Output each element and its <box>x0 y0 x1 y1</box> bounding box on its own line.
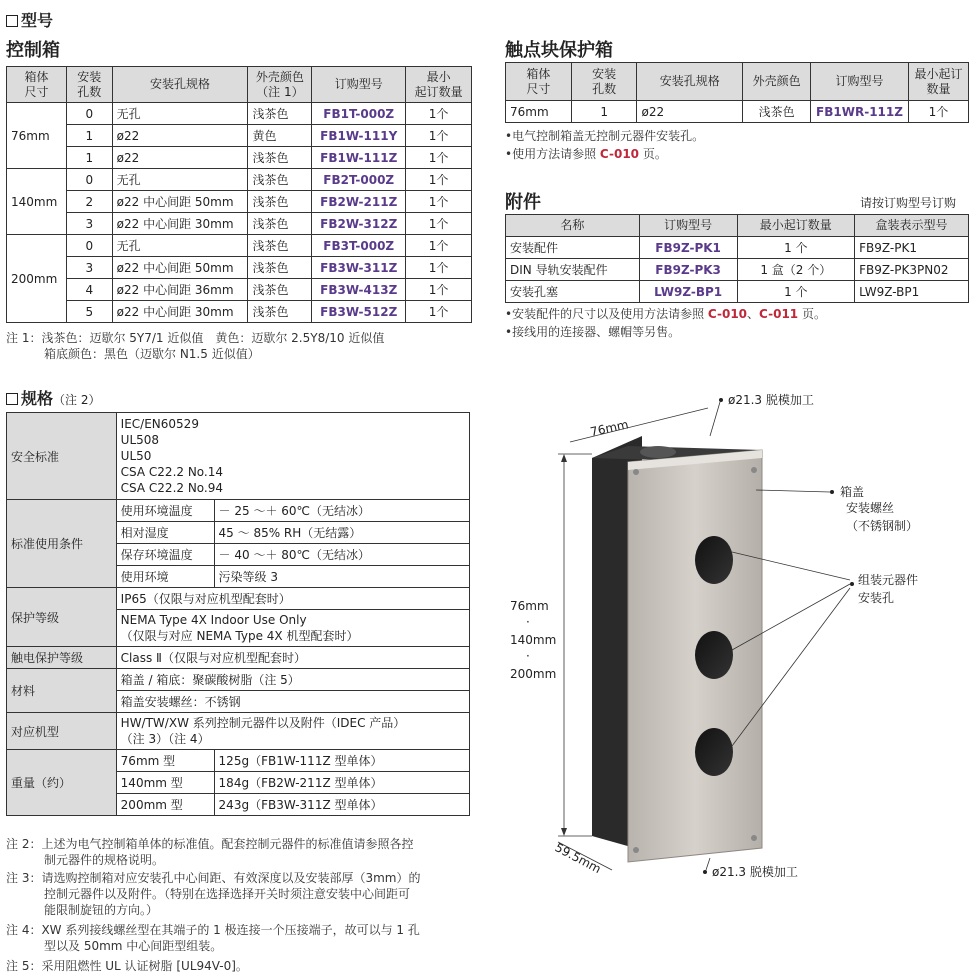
spec-shock-value: Class Ⅱ（仅限与对应机型配套时） <box>116 647 469 669</box>
cell-holes: 3 <box>66 213 112 235</box>
header-line: 外壳颜色 <box>255 69 304 84</box>
header-line: 数量 <box>926 81 951 96</box>
cell-code: FB3T-000Z <box>312 235 406 257</box>
header-line: （注 1） <box>256 84 304 99</box>
cell-holes: 3 <box>66 257 112 279</box>
top-hole-label: ø21.3 脱模加工 <box>728 393 814 407</box>
contact-block-row <box>506 101 969 123</box>
spec-label-weight: 重量（约） <box>7 750 117 816</box>
table-row <box>7 301 472 323</box>
spec-env-key: 使用环境 <box>116 566 214 588</box>
cell-holes: 1 <box>66 125 112 147</box>
cell-code: LW9Z-BP1 <box>639 281 737 303</box>
cell-color: 浅茶色 <box>743 101 811 123</box>
cell-holes: 0 <box>66 235 112 257</box>
column-header <box>637 63 743 101</box>
cell-qty: 1个 <box>908 101 968 123</box>
header-line: 箱体 <box>24 69 49 84</box>
cell-qty: 1个 <box>406 147 472 169</box>
spec-env-key: 保存环境温度 <box>116 544 214 566</box>
height-dot: · <box>526 649 530 663</box>
table-row <box>7 103 472 125</box>
cell-spec: ø22 <box>637 101 743 123</box>
cell-color: 浅茶色 <box>248 257 312 279</box>
cell-color: 浅茶色 <box>248 279 312 301</box>
cell-spec: 无孔 <box>112 235 248 257</box>
cell-code: FB2W-211Z <box>312 191 406 213</box>
header-line: 安装孔规格 <box>659 74 720 88</box>
screw-icon <box>751 467 757 473</box>
hole-label-1: 组装元器件 <box>858 573 919 587</box>
cell-qty: 1个 <box>406 301 472 323</box>
cell-qty: 1个 <box>406 169 472 191</box>
depth-label: 59.5mm <box>552 840 604 877</box>
contact-bullet-1: •电气控制箱盖无控制元器件安装孔。 <box>505 129 705 143</box>
table-row <box>7 169 472 191</box>
spec-material-1: 箱盖 / 箱底：聚碳酸树脂（注 5） <box>116 669 469 691</box>
cell-qty: 1 盒（2 个） <box>737 259 855 281</box>
cell-code: FB9Z-PK1 <box>639 237 737 259</box>
cell-spec: 无孔 <box>112 103 248 125</box>
cell-name: 安装配件 <box>506 237 640 259</box>
column-header <box>811 63 909 101</box>
spec-label-compat: 对应机型 <box>7 713 117 750</box>
square-bullet-icon <box>6 15 18 27</box>
height-label-200: 200mm <box>510 667 557 681</box>
cell-color: 浅茶色 <box>248 213 312 235</box>
spec-weight-value: 243g（FB3W-311Z 型单体） <box>214 794 469 816</box>
header-line: 尺寸 <box>24 84 49 99</box>
cell-spec: ø22 <box>112 147 248 169</box>
cell-color: 浅茶色 <box>248 235 312 257</box>
header-line: 外壳颜色 <box>752 74 801 88</box>
column-header <box>743 63 811 101</box>
cell-spec: ø22 中心间距 50mm <box>112 191 248 213</box>
note-4: 注 4：XW 系列接线螺丝型在其端子的 1 极连接一个压接端子，故可以与 1 孔 型以及 50mm 中心间距型组装。 <box>6 923 420 953</box>
cell-qty: 1个 <box>406 279 472 301</box>
height-dot: · <box>526 615 530 629</box>
spec-weight-key: 200mm 型 <box>116 794 214 816</box>
table-row <box>506 259 969 281</box>
enclosure-figure <box>500 380 977 900</box>
note-1-line-2: 箱底颜色：黑色（迈歇尔 N1.5 近似值） <box>44 347 260 361</box>
spec-label-safety: 安全标准 <box>7 413 117 500</box>
spec-env-value: 45 ～ 85% RH（无结露） <box>214 522 469 544</box>
cell-color: 浅茶色 <box>248 169 312 191</box>
spec-material-2: 箱盖安装螺丝：不锈钢 <box>116 691 469 713</box>
column-header: 名称 <box>506 215 640 237</box>
header-line: 安装 <box>592 66 617 81</box>
arrow-icon <box>561 828 567 836</box>
bullet-dot-icon <box>850 582 854 586</box>
hole-label-2: 安装孔 <box>858 591 895 605</box>
column-header: 盒装表示型号 <box>855 215 969 237</box>
cell-holes: 2 <box>66 191 112 213</box>
bullet-dot-icon <box>703 870 707 874</box>
column-header: 最小起订数量 <box>737 215 855 237</box>
page-ref-link[interactable]: C-011 <box>759 307 799 321</box>
column-header <box>506 63 572 101</box>
table-row <box>506 237 969 259</box>
cell-code: FB1WR-111Z <box>811 101 909 123</box>
spec-weight-key: 76mm 型 <box>116 750 214 772</box>
column-header <box>312 67 406 103</box>
enclosure-lid <box>628 450 762 862</box>
table-row <box>506 281 969 303</box>
bottom-hole-label: ø21.3 脱模加工 <box>712 865 798 879</box>
control-box-table <box>6 66 472 323</box>
header-line: 尺寸 <box>526 81 551 96</box>
bullet-dot-icon <box>830 490 834 494</box>
cell-size: 140mm <box>7 169 67 235</box>
spec-protection-ip: IP65（仅限与对应机型配套时） <box>116 588 469 610</box>
lid-screw-material: （不锈钢制） <box>846 519 919 533</box>
cell-name: DIN 导轨安装配件 <box>506 259 640 281</box>
specs-table <box>6 412 470 816</box>
page-ref-link[interactable]: C-010 <box>599 147 640 161</box>
spec-env-value: － 25 ～＋ 60℃（无结冰） <box>214 500 469 522</box>
spec-weight-value: 184g（FB2W-211Z 型单体） <box>214 772 469 794</box>
cell-pack: LW9Z-BP1 <box>855 281 969 303</box>
cell-pack: FB9Z-PK1 <box>855 237 969 259</box>
mounting-hole <box>695 536 733 584</box>
column-header <box>7 67 67 103</box>
cell-code: FB2T-000Z <box>312 169 406 191</box>
order-note: 请按订购型号订购 <box>860 196 957 210</box>
cell-spec: ø22 中心间距 30mm <box>112 213 248 235</box>
screw-icon <box>633 847 639 853</box>
table-row <box>7 213 472 235</box>
cell-code: FB1W-111Z <box>312 147 406 169</box>
mounting-hole <box>695 631 733 679</box>
cell-spec: 无孔 <box>112 169 248 191</box>
cell-qty: 1 个 <box>737 237 855 259</box>
spec-weight-value: 125g（FB1W-111Z 型单体） <box>214 750 469 772</box>
column-header <box>248 67 312 103</box>
cell-code: FB3W-413Z <box>312 279 406 301</box>
cell-size: 76mm <box>506 101 572 123</box>
header-line: 孔数 <box>77 84 102 99</box>
cell-code: FB1T-000Z <box>312 103 406 125</box>
contact-block-title: 触点块保护箱 <box>505 40 613 61</box>
column-header <box>112 67 248 103</box>
header-line: 订购型号 <box>334 77 383 91</box>
cell-size: 76mm <box>7 103 67 169</box>
table-row <box>7 257 472 279</box>
cell-qty: 1个 <box>406 125 472 147</box>
cell-holes: 0 <box>66 169 112 191</box>
cell-color: 黄色 <box>248 125 312 147</box>
cell-qty: 1个 <box>406 257 472 279</box>
cell-code: FB3W-512Z <box>312 301 406 323</box>
cell-qty: 1个 <box>406 213 472 235</box>
contact-block-table <box>505 62 969 123</box>
cell-code: FB1W-111Y <box>312 125 406 147</box>
spec-label-protection: 保护等级 <box>7 588 117 647</box>
top-knockout <box>640 446 676 458</box>
cell-color: 浅茶色 <box>248 301 312 323</box>
mounting-hole <box>695 728 733 776</box>
note-5: 注 5：采用阻燃性 UL 认证树脂 [UL94V-0]。 <box>6 959 248 973</box>
cell-holes: 0 <box>66 103 112 125</box>
cell-code: FB3W-311Z <box>312 257 406 279</box>
cell-code: FB2W-312Z <box>312 213 406 235</box>
height-label-140: 140mm <box>510 633 557 647</box>
spec-label-shock: 触电保护等级 <box>7 647 117 669</box>
accessories-bullet-1: •安装配件的尺寸以及使用方法请参照 C-010、C-011 页。 <box>505 307 826 321</box>
cell-qty: 1个 <box>406 191 472 213</box>
cell-spec: ø22 中心间距 50mm <box>112 257 248 279</box>
accessories-table <box>505 214 969 303</box>
cell-pack: FB9Z-PK3PN02 <box>855 259 969 281</box>
spec-weight-key: 140mm 型 <box>116 772 214 794</box>
column-header <box>571 63 637 101</box>
cell-qty: 1 个 <box>737 281 855 303</box>
accessories-title: 附件 <box>505 192 541 213</box>
spec-compat-value: HW/TW/XW 系列控制元器件以及附件（IDEC 产品） （注 3）（注 4） <box>116 713 469 750</box>
width-label: 76mm <box>588 417 630 440</box>
cell-color: 浅茶色 <box>248 147 312 169</box>
models-heading: 型号 <box>6 8 53 31</box>
cell-qty: 1个 <box>406 235 472 257</box>
square-bullet-icon <box>6 393 18 405</box>
spec-label-material: 材料 <box>7 669 117 713</box>
cell-size: 200mm <box>7 235 67 323</box>
screw-icon <box>633 469 639 475</box>
note-1-line-1: 注 1：浅茶色：迈歇尔 5Y7/1 近似值 黄色：迈歇尔 2.5Y8/10 近似值 <box>6 331 385 345</box>
note-3: 注 3：请选购控制箱对应安装孔中心间距、有效深度以及安装部厚（3mm）的 控制元器件以及附件。（特别在选择选择开关时须注意安装中心间距可 能限制旋钮的方向。） <box>6 871 421 917</box>
header-line: 安装孔规格 <box>150 77 211 91</box>
cell-name: 安装孔塞 <box>506 281 640 303</box>
column-header <box>406 67 472 103</box>
cell-spec: ø22 中心间距 30mm <box>112 301 248 323</box>
spec-env-value: 污染等级 3 <box>214 566 469 588</box>
cell-spec: ø22 中心间距 36mm <box>112 279 248 301</box>
header-line: 最小起订 <box>914 66 963 81</box>
spec-safety-values: IEC/EN60529 UL508 UL50 CSA C22.2 No.14 CSA C22.2 No.94 <box>116 413 469 500</box>
page-ref-link[interactable]: C-010 <box>707 307 748 321</box>
column-header <box>908 63 968 101</box>
cell-color: 浅茶色 <box>248 103 312 125</box>
cell-holes: 1 <box>571 101 637 123</box>
lid-screw-label: 安装螺丝 <box>846 501 895 515</box>
header-line: 起订数量 <box>414 84 463 99</box>
spec-env-key: 使用环境温度 <box>116 500 214 522</box>
control-box-title: 控制箱 <box>6 40 60 61</box>
table-row <box>7 235 472 257</box>
cell-code: FB9Z-PK3 <box>639 259 737 281</box>
table-row <box>7 279 472 301</box>
cell-holes: 5 <box>66 301 112 323</box>
specs-heading: 规格（注 2） <box>6 386 100 409</box>
table-row <box>7 191 472 213</box>
cell-holes: 4 <box>66 279 112 301</box>
header-line: 最小 <box>426 69 451 84</box>
header-line: 订购型号 <box>835 74 884 88</box>
spec-env-key: 相对湿度 <box>116 522 214 544</box>
lid-label: 箱盖 <box>840 485 865 499</box>
cell-qty: 1个 <box>406 103 472 125</box>
note-2: 注 2：上述为电气控制箱单体的标准值。配套控制元器件的标准值请参照各控 制元器件的规格说明。 <box>6 837 414 867</box>
cell-holes: 1 <box>66 147 112 169</box>
contact-bullet-2: •使用方法请参照 C-010 页。 <box>505 147 667 161</box>
table-row <box>7 125 472 147</box>
table-row <box>7 147 472 169</box>
spec-protection-nema: NEMA Type 4X Indoor Use Only （仅限与对应 NEMA Type 4X 机型配套时） <box>116 610 469 647</box>
cell-color: 浅茶色 <box>248 191 312 213</box>
cell-spec: ø22 <box>112 125 248 147</box>
header-line: 箱体 <box>526 66 551 81</box>
column-header <box>66 67 112 103</box>
header-line: 孔数 <box>592 81 617 96</box>
accessories-bullet-2: •接线用的连接器、螺帽等另售。 <box>505 325 681 339</box>
spec-label-env: 标准使用条件 <box>7 500 117 588</box>
spec-env-value: － 40 ～＋ 80℃（无结冰） <box>214 544 469 566</box>
screw-icon <box>751 835 757 841</box>
height-label-76: 76mm <box>510 599 549 613</box>
header-line: 安装 <box>77 69 102 84</box>
column-header: 订购型号 <box>639 215 737 237</box>
bullet-dot-icon <box>719 398 723 402</box>
arrow-icon <box>561 454 567 462</box>
